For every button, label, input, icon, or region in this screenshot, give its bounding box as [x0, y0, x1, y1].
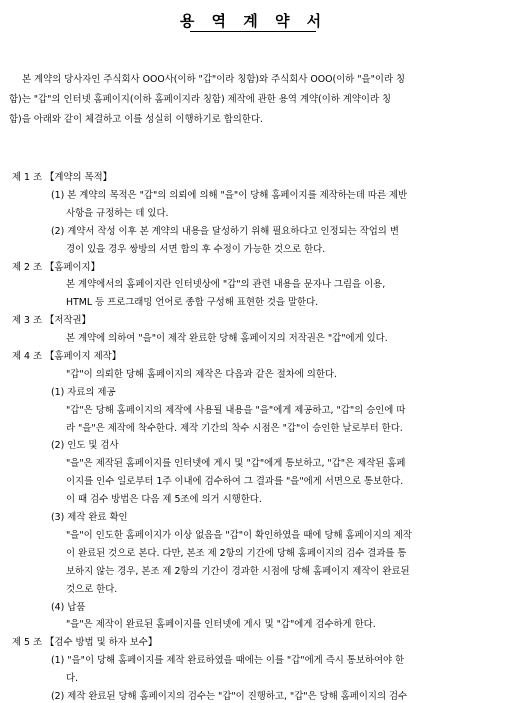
- clause-line: 보하지 않는 경우, 본조 제 2항의 기간이 경과한 시점에 당해 홈페이지 제작이 완료된: [66, 565, 410, 577]
- clause-line: "을"이 인도한 홈페이지가 이상 없음을 "갑"이 확인하였을 때에 당해 홈페이지의 제작: [66, 529, 412, 541]
- clause-line: "갑"은 당해 홈페이지의 제작에 사용될 내용을 "을"에게 제공하고, "갑"의 승인에 따: [66, 404, 406, 416]
- clause-line: 이지를 인수 일로부터 1주 이내에 검수하여 그 결과를 "을"에게 서면으로 통보한다.: [66, 476, 404, 488]
- clause-line: (4) 납품: [51, 601, 86, 613]
- clause-line: 라 "을"은 제작에 착수한다. 제작 기간의 착수 시점은 "갑"이 승인한 날로부터 한다.: [66, 422, 403, 434]
- clause-line: 다.: [66, 673, 79, 685]
- clause-line: (1) 자료의 제공: [51, 386, 116, 398]
- clause-line: 이 완료된 것으로 본다. 다만, 본조 제 2항의 기간에 당해 홈페이지의 검수 결과를 통: [66, 547, 407, 559]
- clause-line: HTML 등 프로그래밍 언어로 종합 구성해 표현한 것을 말한다.: [66, 297, 319, 309]
- clause-line: 본 계약에 의하여 "을"이 제작 완료한 당해 홈페이지의 저작권은 "갑"에게 있다.: [66, 333, 388, 345]
- title-underline: [190, 31, 316, 32]
- clause-line: 이 때 검수 방법은 다음 제 5조에 의거 시행한다.: [66, 494, 262, 506]
- clause-line: "갑"이 의뢰한 당해 홈페이지의 제작은 다음과 같은 절차에 의한다.: [66, 368, 337, 380]
- clause-line: (2) 계약서 작성 이후 본 계약의 내용을 달성하기 위해 필요하다고 인정되는 작업의 변: [51, 225, 399, 237]
- article-heading: 제 1 조 【계약의 목적】: [12, 172, 113, 183]
- clause-line: (1) "을"이 당해 홈페이지를 제작 완료하였을 때에는 이를 "갑"에게 즉시 통보하여야 한: [51, 655, 405, 667]
- clause-line: (3) 제작 완료 확인: [51, 512, 128, 523]
- clause-line: 본 계약에서의 홈페이지란 인터넷상에 "갑"의 관련 내용을 문자나 그림을 이용,: [66, 279, 386, 291]
- article-heading: 제 4 조 【홈페이지 제작】: [12, 351, 122, 362]
- clause-line: (1) 본 계약의 목적은 "갑"의 의뢰에 의해 "을"이 당해 홈페이지를 제작하는데 따른 제반: [51, 189, 408, 201]
- clause-line: (2) 제작 완료된 당해 홈페이지의 검수는 "갑"이 진행하고, "갑"은 당해 홈페이지의 검수: [51, 691, 408, 702]
- clause-line: (2) 인도 및 검사: [51, 440, 119, 452]
- intro-line: 함)는 "갑"의 인터넷 홈페이지(이하 홈페이지라 칭함) 제작에 관한 용역 계약(이하 계약이라 칭: [9, 94, 392, 105]
- clause-line: 경이 있을 경우 쌍방의 서면 합의 후 수정이 가능한 것으로 한다.: [66, 243, 326, 255]
- intro-line: 함)을 아래와 같이 체결하고 이를 성실히 이행하기로 합의한다.: [9, 114, 263, 125]
- intro-line: 본 계약의 당사자인 주식회사 OOO사(이하 "갑"이라 칭함)와 주식회사 OOO(이하 "을"이라 칭: [22, 74, 406, 85]
- clause-line: "을"은 제작된 홈페이지를 인터넷에 게시 및 "갑"에게 통보하고, "갑"은 제작된 홈페: [66, 458, 406, 470]
- clause-line: "을"은 제작이 완료된 홈페이지를 인터넷에 게시 및 "갑"에게 검수하게 한다.: [66, 619, 376, 631]
- clause-line: 사항을 규정하는 데 있다.: [66, 207, 169, 219]
- article-heading: 제 2 조 【홈페이지】: [12, 261, 100, 273]
- clause-line: 것으로 한다.: [66, 583, 118, 595]
- article-heading: 제 3 조 【저작권】: [12, 315, 91, 327]
- article-heading: 제 5 조 【검수 방법 및 하자 보수】: [12, 637, 158, 649]
- document-title: 용 역 계 약 서: [179, 12, 328, 30]
